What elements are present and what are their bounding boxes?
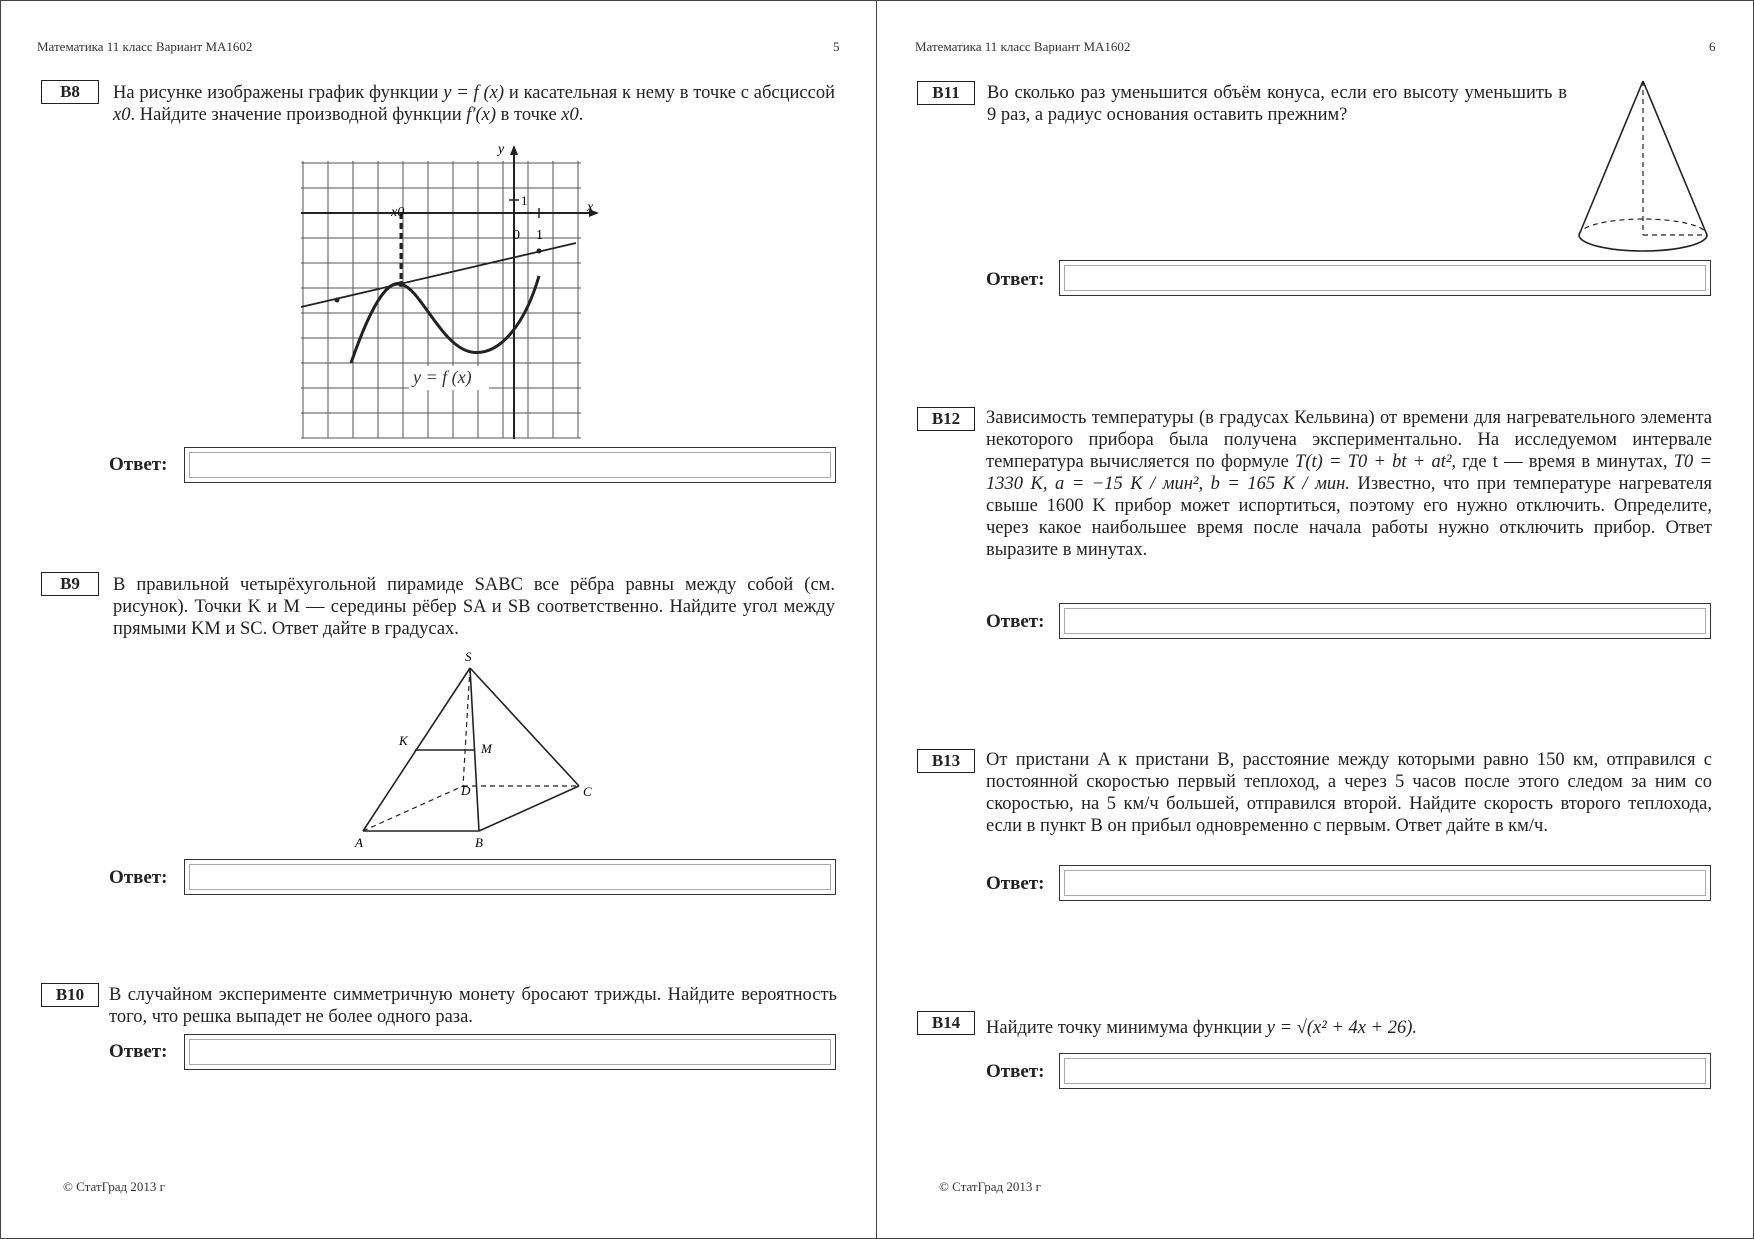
formula-b14: y = √(x² + 4x + 26). xyxy=(1266,1018,1417,1038)
answer-label-b8: Ответ: xyxy=(109,454,168,475)
answer-label-b13: Ответ: xyxy=(986,873,1045,894)
answer-field-b10[interactable] xyxy=(184,1034,836,1070)
answer-field-b8[interactable] xyxy=(184,447,836,483)
answer-field-b11[interactable] xyxy=(1059,260,1711,296)
question-tag-b12: B12 xyxy=(917,407,975,431)
formula-b12-coefficients: a = −15 K / мин², b = 165 K / мин. xyxy=(1054,474,1350,494)
tangent-point xyxy=(398,281,404,287)
cone-figure xyxy=(1571,75,1721,255)
question-text-b11: Во сколько раз уменьшится объём конуса, если его высоту уменьшить в 9 раз, а радиус основания оставить прежним? xyxy=(987,83,1567,125)
question-tag-b10: B10 xyxy=(41,983,99,1007)
answer-field-b14[interactable] xyxy=(1059,1053,1711,1089)
tangent-line xyxy=(301,243,576,307)
graph-axes xyxy=(301,147,589,439)
formula-b8-function: y = f (x) xyxy=(443,83,505,103)
question-text-b14: Найдите точку минимума функции y = √(x² + 4x + 26). xyxy=(986,1018,1417,1038)
answer-label-b11: Ответ: xyxy=(986,269,1045,290)
vertex-label-b: B xyxy=(475,835,483,850)
answer-label-b12: Ответ: xyxy=(986,611,1045,632)
tangent-grid-point xyxy=(335,298,340,303)
question-text-b9: В правильной четырёхугольной пирамиде SABC все рёбра равны между собой (см. рисунок). Точки K и M — середины рёбер SA и SB соответственно. Найдите угол между прямыми KM и SC. Ответ дайте в градусах. xyxy=(113,575,835,639)
y-axis-arrow-icon xyxy=(510,145,518,155)
question-tag-b8: B8 xyxy=(41,80,99,104)
right-page xyxy=(876,0,1754,1239)
y-tick-label-one: 1 xyxy=(521,193,528,208)
axis-label-x: x xyxy=(587,200,594,215)
question-text-b12: Зависимость температуры (в градусах Кельвина) от времени для нагревательного элемента некоторого прибора была получена экспериментально. На исследуемом интервале температура вычисляется по формуле T(t) = T0 + bt + at², где t — время в минутах, T0 = 1330 K, a = −15 K / мин², b = 165 K / мин. Известно, что при температуре нагревателя свыше 1600 K прибор может испортиться, поэтому его нужно отключить. Определите, через какое наибольшее время после начала работы нужно отключить прибор. Ответ выразите в минутах. xyxy=(986,408,1713,560)
answer-label-b10: Ответ: xyxy=(109,1041,168,1062)
page-number: 6 xyxy=(1709,39,1716,54)
vertex-label-m: M xyxy=(481,741,492,756)
page-footer: © СтатГрад 2013 г xyxy=(939,1179,1041,1194)
question-tag-b11: B11 xyxy=(917,81,975,105)
answer-label-b14: Ответ: xyxy=(986,1061,1045,1082)
tangent-grid-point xyxy=(537,249,542,254)
answer-field-b9[interactable] xyxy=(184,859,836,895)
answer-label-b9: Ответ: xyxy=(109,867,168,888)
x0-label: x0 xyxy=(391,205,405,220)
formula-b8-x0: x0 xyxy=(113,105,131,125)
page-header: Математика 11 класс Вариант МА1602 xyxy=(37,39,253,54)
formula-b12-t0: T0 = 1330 K, xyxy=(986,452,1713,494)
function-graph xyxy=(291,141,601,441)
vertex-label-d: D xyxy=(461,783,471,798)
formula-b8-derivative: f′(x) xyxy=(466,105,497,125)
vertex-label-k: K xyxy=(399,733,408,748)
formula-b12-temperature: T(t) = T0 + bt + at², xyxy=(1295,452,1457,472)
curve-label: y = f (x) xyxy=(413,367,472,387)
question-tag-b9: B9 xyxy=(41,572,99,596)
formula-b8-x0-end: x0 xyxy=(561,105,579,125)
question-tag-b13: B13 xyxy=(917,749,975,773)
x-tick-label-one: 1 xyxy=(536,228,543,243)
question-text-b13: От пристани A к пристани B, расстояние между которыми равно 150 км, отправился с постоянной скоростью первый теплоход, а через 5 часов после этого следом за ним со скоростью, на 5 км/ч большей, отправился второй. Найдите скорость второго теплохода, если в пункт B он прибыл одновременно с первым. Ответ дайте в км/ч. xyxy=(986,750,1712,836)
page-footer: © СтатГрад 2013 г xyxy=(63,1179,165,1194)
page-header: Математика 11 класс Вариант МА1602 xyxy=(915,39,1131,54)
graph-grid xyxy=(301,161,581,438)
pyramid-figure xyxy=(341,643,611,853)
axis-label-y: y xyxy=(498,142,505,157)
question-tag-b14: B14 xyxy=(917,1011,975,1035)
answer-field-b12[interactable] xyxy=(1059,603,1711,639)
answer-field-b13[interactable] xyxy=(1059,865,1711,901)
origin-label: 0 xyxy=(513,228,520,243)
page-number: 5 xyxy=(833,39,840,54)
question-text-b8: На рисунке изображены график функции y = f (x) и касательная к нему в точке с абсциссой x0. Найдите значение производной функции f′(x) в точке x0. xyxy=(113,83,835,125)
question-text-b10: В случайном эксперименте симметричную монету бросают трижды. Найдите вероятность того, что решка выпадет не более одного раза. xyxy=(109,985,837,1027)
vertex-label-c: C xyxy=(583,784,592,799)
vertex-label-a: A xyxy=(355,835,363,850)
vertex-label-s: S xyxy=(465,649,472,664)
